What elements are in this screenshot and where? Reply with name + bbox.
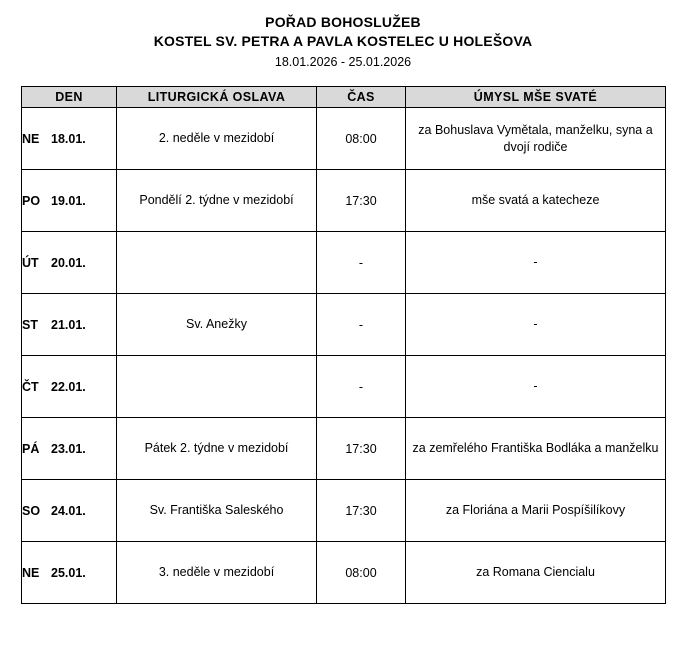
cell-date: 20.01. bbox=[51, 255, 86, 270]
cell-intention: za Romana Ciencialu bbox=[406, 542, 666, 604]
cell-time: - bbox=[317, 356, 406, 418]
table-row bbox=[22, 294, 666, 356]
cell-intention: - bbox=[406, 294, 666, 356]
cell-intention: za Floriána a Marii Pospíšilíkovy bbox=[406, 480, 666, 542]
cell-date: 24.01. bbox=[51, 503, 86, 518]
document-subtitle: KOSTEL SV. PETRA A PAVLA KOSTELEC U HOLEŠOVA bbox=[153, 33, 533, 49]
table-header-row bbox=[22, 87, 666, 108]
cell-day-of-week: ÚT bbox=[22, 255, 39, 270]
cell-liturgy bbox=[117, 232, 317, 294]
column-header-liturgy: LITURGICKÁ OSLAVA bbox=[117, 87, 317, 108]
column-header-intention: ÚMYSL MŠE SVATÉ bbox=[406, 87, 666, 108]
cell-day-of-week: SO bbox=[22, 503, 41, 518]
cell-date: 18.01. bbox=[51, 131, 86, 146]
cell-time: 08:00 bbox=[317, 542, 406, 604]
cell-day-of-week: PO bbox=[22, 193, 41, 208]
cell-day bbox=[22, 418, 117, 480]
schedule-table bbox=[21, 86, 666, 604]
cell-day bbox=[22, 170, 117, 232]
cell-day bbox=[22, 542, 117, 604]
cell-time: 08:00 bbox=[317, 108, 406, 170]
cell-time: 17:30 bbox=[317, 480, 406, 542]
cell-time: 17:30 bbox=[317, 418, 406, 480]
table-row bbox=[22, 170, 666, 232]
cell-day-of-week: PÁ bbox=[22, 441, 40, 456]
date-range: 18.01.2026 - 25.01.2026 bbox=[274, 55, 412, 69]
cell-day bbox=[22, 480, 117, 542]
cell-intention: - bbox=[406, 232, 666, 294]
table-body bbox=[22, 108, 666, 604]
cell-liturgy: Sv. Františka Saleského bbox=[117, 480, 317, 542]
cell-liturgy bbox=[117, 356, 317, 418]
cell-date: 19.01. bbox=[51, 193, 86, 208]
cell-intention: mše svatá a katecheze bbox=[406, 170, 666, 232]
cell-date: 21.01. bbox=[51, 317, 86, 332]
cell-date: 23.01. bbox=[51, 441, 86, 456]
table-header bbox=[22, 87, 666, 108]
cell-time: - bbox=[317, 294, 406, 356]
table-row bbox=[22, 480, 666, 542]
cell-day bbox=[22, 232, 117, 294]
schedule-table-wrap bbox=[21, 86, 665, 604]
cell-intention: za Bohuslava Vymětala, manželku, syna a dvojí rodiče bbox=[406, 108, 666, 170]
cell-day bbox=[22, 108, 117, 170]
cell-liturgy: Pondělí 2. týdne v mezidobí bbox=[117, 170, 317, 232]
cell-liturgy: Pátek 2. týdne v mezidobí bbox=[117, 418, 317, 480]
cell-liturgy: Sv. Anežky bbox=[117, 294, 317, 356]
cell-day-of-week: NE bbox=[22, 565, 40, 580]
cell-time: 17:30 bbox=[317, 170, 406, 232]
cell-date: 22.01. bbox=[51, 379, 86, 394]
cell-day bbox=[22, 356, 117, 418]
document-title: POŘAD BOHOSLUŽEB bbox=[265, 14, 421, 30]
cell-day-of-week: ST bbox=[22, 317, 38, 332]
cell-time: - bbox=[317, 232, 406, 294]
table-row bbox=[22, 542, 666, 604]
table-row bbox=[22, 108, 666, 170]
cell-intention: za zemřelého Františka Bodláka a manželku bbox=[406, 418, 666, 480]
document-header bbox=[0, 0, 686, 72]
column-header-day: DEN bbox=[22, 87, 117, 108]
cell-liturgy: 3. neděle v mezidobí bbox=[117, 542, 317, 604]
table-row bbox=[22, 356, 666, 418]
cell-intention: - bbox=[406, 356, 666, 418]
cell-date: 25.01. bbox=[51, 565, 86, 580]
cell-day bbox=[22, 294, 117, 356]
table-row bbox=[22, 232, 666, 294]
column-header-time: ČAS bbox=[317, 87, 406, 108]
cell-day-of-week: ČT bbox=[22, 379, 39, 394]
table-row bbox=[22, 418, 666, 480]
cell-liturgy: 2. neděle v mezidobí bbox=[117, 108, 317, 170]
cell-day-of-week: NE bbox=[22, 131, 40, 146]
